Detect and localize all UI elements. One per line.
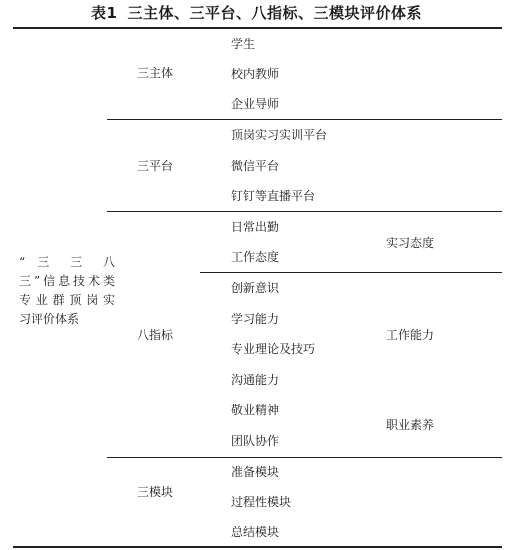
indicator-category: 工作能力 xyxy=(386,328,435,342)
item: 沟通能力 xyxy=(231,373,280,387)
indicator-category: 实习态度 xyxy=(386,236,435,250)
item: 企业导师 xyxy=(231,97,280,111)
evaluation-system-label xyxy=(19,253,115,329)
item: 专业理论及技巧 xyxy=(231,342,316,356)
item: 日常出勤 xyxy=(231,220,280,234)
group-divider-2 xyxy=(107,211,502,212)
group-divider-3 xyxy=(107,457,502,458)
item: 微信平台 xyxy=(231,159,280,173)
category-divider-1 xyxy=(200,272,502,273)
item: 总结模块 xyxy=(231,525,280,539)
item: 校内教师 xyxy=(231,67,280,81)
table-bottom-rule xyxy=(13,546,502,548)
item: 学生 xyxy=(231,37,256,51)
table-number: 表1 xyxy=(91,4,118,22)
item: 团队协作 xyxy=(231,434,280,448)
item: 顶岗实习实训平台 xyxy=(231,128,328,142)
system-line: “ 三 三 八 xyxy=(19,255,115,269)
table-top-rule xyxy=(13,27,502,29)
item: 钉钉等直播平台 xyxy=(231,189,316,203)
system-line: 习评价体系 xyxy=(19,312,80,326)
table-caption: 三主体、三平台、八指标、三模块评价体系 xyxy=(127,4,422,22)
system-line: 三”信息技术类 xyxy=(19,274,115,288)
table-title xyxy=(0,2,513,24)
group-name: 三平台 xyxy=(137,159,174,173)
system-line: 专业群顶岗实 xyxy=(19,293,115,307)
item: 创新意识 xyxy=(231,281,280,295)
indicator-category: 职业素养 xyxy=(386,418,435,432)
group-name: 八指标 xyxy=(137,328,174,342)
group-divider-1 xyxy=(107,119,502,120)
item: 过程性模块 xyxy=(231,495,292,509)
item: 准备模块 xyxy=(231,465,280,479)
item: 工作态度 xyxy=(231,250,280,264)
item: 学习能力 xyxy=(231,312,280,326)
item: 敬业精神 xyxy=(231,403,280,417)
group-name: 三模块 xyxy=(137,485,174,499)
group-name: 三主体 xyxy=(137,66,174,80)
